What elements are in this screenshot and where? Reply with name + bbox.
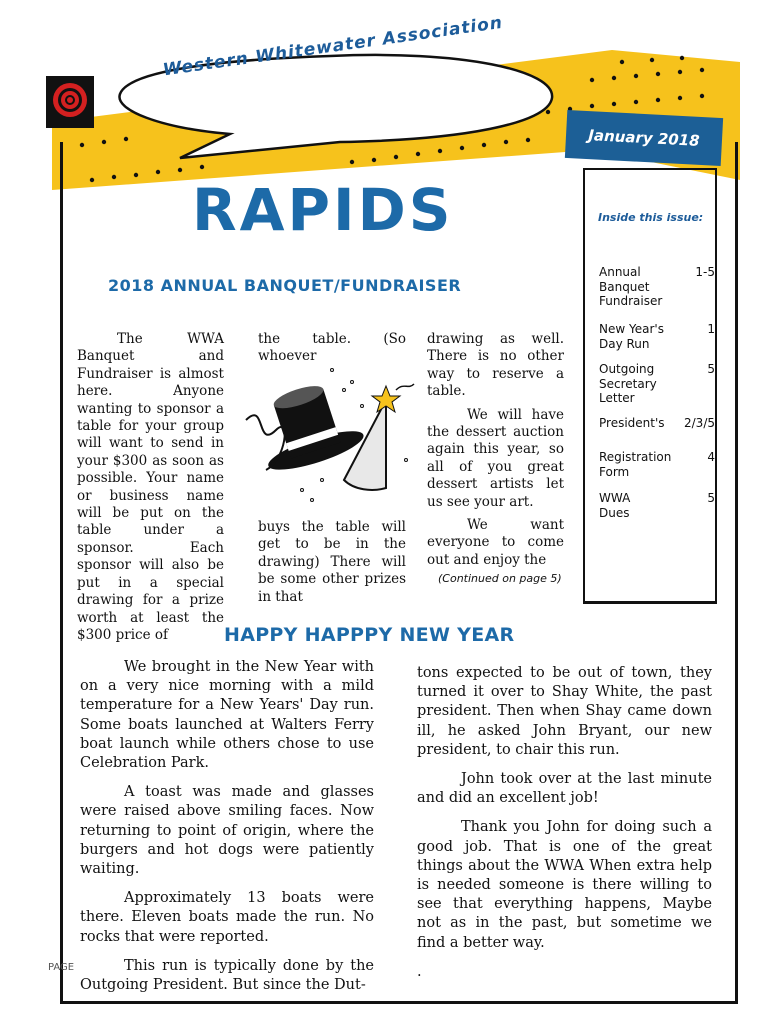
new-year-heading: HAPPY HAPPPY NEW YEAR [224,624,515,646]
paragraph: . [417,963,422,980]
toc-label: New Year's Day Run [599,322,664,351]
paragraph: the table. (So whoever [258,331,406,365]
paragraph: tons expected to be out of town, they turned it over to Shay White, the past president. Then when Shay came down ill, he asked John Bryant, our new president, to chair this run. [417,665,712,758]
toc-label: President's [599,416,665,430]
page-footer-label: PAGE [48,962,75,973]
new-year-column-right [417,664,712,992]
paragraph: Thank you John for doing such a good job. That is one of the great things about the WWA When extra help is needed someone is there willing to see that everything happens, Maybe not as in the past, but sometime we find a better way. [417,819,712,951]
newsletter-title: RAPIDS [192,176,454,244]
paragraph: We want everyone to come out and enjoy the [427,517,564,568]
paragraph: Approximately 13 boats were there. Eleven boats made the run. No rocks that were reported. [80,890,374,945]
toc-page: 1-5 [695,265,715,279]
banquet-column-3 [427,331,564,569]
paragraph: We will have the dessert auction again this year, so all of you great dessert artists let us see your art. [427,406,564,510]
banquet-heading: 2018 ANNUAL BANQUET/FUNDRAISER [108,276,462,295]
toc-page: 5 [707,362,715,376]
paragraph: buys the table will get to be in the drawing) There will be some other prizes in that [258,519,406,605]
party-hat-clipart-icon [236,360,416,510]
new-year-column-left [80,658,374,1005]
paragraph: A toast was made and glasses were raised above smiling faces. Now returning to point of origin, where the burgers and hot dogs were patiently waiting. [80,784,374,878]
toc-page: 4 [707,450,715,464]
banquet-column-1 [77,331,224,644]
paragraph: drawing as well. There is no other way to reserve a table. [427,331,564,400]
paragraph: This run is typically done by the Outgoing President. But since the Dut- [80,957,374,994]
toc-label: Annual Banquet Fundraiser [599,265,663,308]
sidebar-heading: Inside this issue: [598,211,704,224]
toc-label: WWA Dues [599,491,631,520]
banquet-column-2-bottom [258,519,406,606]
issue-date: January 2018 [565,110,723,166]
target-logo-icon [46,76,94,128]
toc-page: 2/3/5 [684,416,715,430]
toc-label: Outgoing Secretary Letter [599,362,657,405]
toc-page: 1 [707,322,715,336]
paragraph: The WWA Banquet and Fundraiser is almost here. Anyone wanting to sponsor a table for your group will want to send in your $300 as soon as possible. Your name or business name will be put on the table under a sponsor. Each sponsor will also be put in a special drawing for a prize worth at least the $300 price of [77,331,224,643]
paragraph: John took over at the last minute and did an excellent job! [417,771,712,807]
organization-name: Western Whitewater Association [161,12,505,81]
paragraph: We brought in the New Year with on a very nice morning with a mild temperature for a New Years' Day run. Some boats launched at Walters Ferry boat launch while others chose to use Celebration Park. [80,659,374,772]
toc-label: Registration Form [599,450,672,479]
continued-note: (Continued on page 5) [438,572,562,585]
toc-page: 5 [707,491,715,505]
